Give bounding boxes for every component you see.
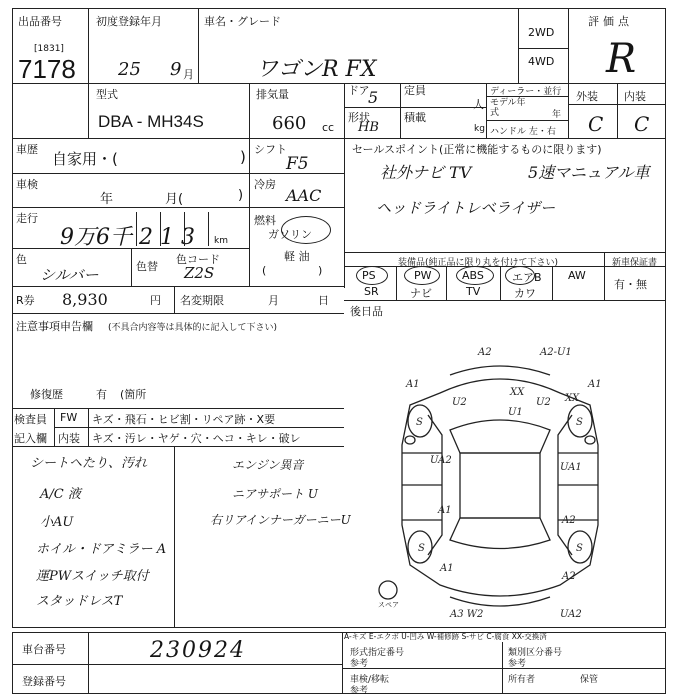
doors-value: 5 [368, 88, 379, 107]
type-designation-ref: 参考 [350, 659, 369, 669]
after-parts-label: 後日品 [350, 305, 383, 318]
sales-point: ヘッドライトレベライザー [376, 199, 556, 217]
grade-value: R [606, 36, 637, 82]
handwritten-note: A/C 液 [40, 487, 81, 502]
damage-mark: XX [510, 387, 525, 398]
equipment-airbag-circle [505, 266, 535, 285]
fuel-gasoline: ガソリン [268, 228, 312, 241]
handle-label: ハンドル 左・右 [490, 127, 556, 137]
first-registration-month: 9 [170, 59, 182, 80]
fuel-label: 燃料 [254, 214, 276, 227]
handwritten-note: スタッドレスT [36, 594, 123, 609]
damage-mark: S [576, 543, 583, 554]
handwritten-note: 右リアインナーガーニーU [210, 513, 351, 527]
divider [486, 120, 568, 121]
damage-mark: A2 [478, 347, 492, 358]
divider [344, 300, 666, 301]
warranty-label: 新車保証書 [612, 258, 658, 268]
divider [344, 252, 666, 253]
damage-mark: A2-U1 [540, 347, 572, 358]
handwritten-note: ホイル・ドアミラー A [36, 542, 167, 557]
equipment-ps-circle [356, 266, 388, 285]
remarks-label: 記入欄 [14, 432, 47, 445]
equipment-abs-circle [456, 266, 494, 285]
model-name-label: 車名・グレード [204, 15, 281, 28]
capacity-unit: 人 [473, 98, 484, 111]
fuel-diesel: 軽 油 [284, 250, 310, 263]
mileage-digit-divider [208, 212, 209, 246]
repair-part: (箇所 [120, 388, 147, 401]
interior-value: C [634, 112, 650, 136]
divider [174, 446, 175, 628]
damage-mark: A1 [438, 505, 452, 516]
interior-row-label: 内装 [58, 432, 80, 445]
mileage-unit: km [214, 236, 228, 246]
damage-mark: A2 [562, 571, 576, 582]
divider [344, 107, 486, 108]
category-ref: 参考 [508, 659, 527, 669]
divider [342, 632, 343, 694]
divider [88, 408, 89, 446]
sales-point: 社外ナビ TV [380, 163, 472, 182]
damage-mark: A3 W2 [450, 609, 484, 620]
history-value: 自家用・( [52, 150, 118, 168]
type-label: 型式 [96, 88, 118, 101]
equipment-ps: PS [362, 269, 376, 282]
sales-points-label: セールスポイント(正常に機能するものに限ります) [352, 143, 602, 156]
divider [131, 248, 132, 286]
reg-change-label: 名変期限 [180, 294, 224, 307]
interior-items: キズ・汚レ・ヤゲ・穴・ヘコ・キレ・破レ [92, 432, 301, 445]
damage-mark: スペア [378, 601, 399, 609]
damage-mark: U1 [508, 407, 523, 418]
drive-4wd: 4WD [528, 55, 555, 68]
interior-label: 内装 [624, 90, 646, 103]
divider [12, 313, 344, 314]
handwritten-note: シートヘたり、汚れ [30, 456, 148, 471]
equipment-abs: ABS [462, 269, 484, 282]
repair-value: 有 [96, 388, 107, 401]
grade-label: 評価点 [588, 15, 633, 28]
reg-change-day: 日 [318, 294, 329, 307]
damage-mark: S [418, 543, 425, 554]
mileage-digit-divider [136, 212, 137, 246]
lot-sub-number: [1831] [34, 44, 64, 54]
dealer-label: ディーラー・並行 [490, 87, 562, 97]
divider [88, 8, 89, 138]
divider [174, 286, 175, 313]
divider [342, 668, 666, 669]
lot-number-label: 出品番号 [18, 15, 62, 28]
month-unit: 月 [183, 68, 194, 81]
divider [486, 83, 487, 138]
category-label: 類別区分番号 [508, 648, 563, 658]
divider [344, 266, 666, 267]
fuel-paren-open: ( [262, 264, 267, 277]
equipment-aw: AW [568, 269, 586, 282]
drive-2wd: 2WD [528, 26, 555, 39]
divider [54, 427, 344, 428]
divider [396, 266, 397, 300]
damage-mark: UA2 [430, 455, 452, 466]
model-year-label: モデル年式 [490, 98, 526, 118]
type-value: DBA - MH34S [98, 112, 204, 131]
history-label: 車歴 [16, 143, 38, 156]
handwritten-note: ニアサポート U [232, 487, 318, 501]
inspection-month: 月( [165, 192, 184, 207]
color-change-label: 色替 [136, 260, 158, 273]
equipment-sr: SR [364, 285, 379, 298]
damage-mark: A1 [440, 563, 454, 574]
history-close: ) [240, 148, 246, 166]
handwritten-note: 運PWスイッチ取付 [36, 569, 149, 584]
equipment-leather: カワ [514, 287, 536, 300]
footer-frame [12, 632, 666, 694]
damage-mark: S [576, 417, 583, 428]
divider [12, 207, 344, 208]
notes-label: 注意事項申告欄 [16, 320, 93, 333]
model-name: ワゴンR FX [256, 57, 377, 82]
equipment-pw-circle [404, 266, 440, 285]
divider [344, 83, 345, 138]
owner-label: 所有者 [508, 675, 536, 685]
handwritten-note: 小AU [40, 515, 74, 530]
doors-label: ドア [348, 84, 370, 97]
divider [88, 632, 89, 694]
shape-label: 形状 [348, 111, 370, 124]
divider [12, 408, 344, 409]
divider [568, 8, 569, 138]
mileage-value: 9万6千 2 1 3 [60, 225, 195, 250]
divider [568, 104, 666, 105]
divider [12, 664, 342, 665]
recycle-label: R券 [16, 294, 35, 307]
divider [198, 8, 199, 83]
damage-mark: UA1 [560, 462, 582, 473]
divider [12, 138, 666, 139]
handwritten-note: エンジン異音 [232, 458, 304, 472]
repair-label: 修復歴 [30, 388, 63, 401]
damage-mark: U2 [452, 397, 467, 408]
color-code-label: 色コード [176, 253, 220, 266]
shape-value: HB [358, 120, 379, 135]
divider [552, 266, 553, 300]
damage-mark: A1 [588, 379, 602, 390]
displacement-unit: cc [322, 121, 335, 134]
divider [518, 8, 519, 83]
equipment-airbag: エアB [512, 271, 542, 284]
recycle-unit: 円 [150, 294, 161, 307]
capacity-label: 定員 [404, 84, 426, 97]
chassis-value: 230924 [150, 638, 246, 663]
equipment-navi: ナビ [410, 287, 432, 300]
inspector-label: 検査員 [14, 413, 47, 426]
transfer-label: 車検/移転 [350, 675, 390, 685]
displacement-label: 排気量 [256, 88, 289, 101]
divider [500, 266, 501, 300]
load-unit: kg [474, 124, 485, 134]
fuel-gasoline-circle [281, 216, 331, 244]
divider [604, 252, 605, 300]
inspection-label: 車検 [16, 178, 38, 191]
equipment-label: 装備品(純正品に限り丸を付けて下さい) [398, 258, 559, 268]
damage-mark: XX [565, 393, 580, 404]
fuel-paren-close: ) [318, 264, 323, 277]
notes-hint: (不具合内容等は具体的に記入して下さい) [108, 323, 278, 333]
divider [12, 446, 344, 447]
fw-label: FW [60, 411, 78, 424]
divider [617, 83, 618, 138]
lot-number: 7178 [18, 54, 76, 84]
exterior-label: 外装 [576, 90, 598, 103]
mileage-digit-divider [160, 212, 161, 246]
equipment-tv: TV [466, 285, 481, 298]
damage-legend: A-キズ E-エクボ U-凹み W-補修跡 S-サビ C-腐食 XX-交換済 [344, 632, 547, 641]
car-damage-diagram [350, 335, 650, 625]
damage-mark: S [416, 417, 423, 428]
divider [446, 266, 447, 300]
damage-mark: UA2 [560, 609, 582, 620]
inspection-close: ) [238, 188, 244, 203]
first-registration-year: 25 [118, 59, 141, 80]
color-code-value: Z2S [184, 264, 215, 282]
divider [249, 138, 250, 286]
damage-mark: A2 [562, 515, 576, 526]
exterior-value: C [588, 112, 604, 136]
divider [249, 83, 250, 138]
recycle-value: 8,930 [62, 290, 108, 309]
displacement-value: 660 [272, 113, 307, 134]
load-label: 積載 [404, 111, 426, 124]
storage-label: 保管 [580, 675, 599, 685]
ac-value: AAC [286, 186, 322, 205]
reg-change-month: 月 [268, 294, 279, 307]
sales-point: 5速マニュアル車 [528, 163, 650, 182]
model-year-unit: 年 [552, 110, 562, 120]
warranty-value: 有・無 [614, 278, 647, 291]
divider [12, 286, 344, 287]
damage-mark: A1 [406, 379, 420, 390]
shift-value: F5 [286, 154, 309, 174]
chassis-label: 車台番号 [22, 643, 66, 656]
mileage-digit-divider [184, 212, 185, 246]
shift-label: シフト [254, 143, 287, 156]
damage-mark: U2 [536, 397, 551, 408]
divider [54, 408, 55, 446]
color-label: 色 [16, 253, 27, 266]
ac-label: 冷房 [254, 178, 276, 191]
fw-items: キズ・飛石・ヒビ割・リペア跡・X要 [92, 413, 276, 426]
inspection-year: 年 [100, 192, 114, 207]
divider [518, 48, 568, 49]
type-designation-label: 形式指定番号 [350, 648, 405, 658]
color-value: シルバー [40, 266, 99, 284]
first-registration-label: 初度登録年月 [96, 15, 162, 28]
transfer-ref: 参考 [350, 686, 369, 696]
registration-label: 登録番号 [22, 675, 66, 688]
equipment-pw: PW [414, 269, 432, 282]
divider [400, 83, 401, 138]
mileage-label: 走行 [16, 212, 38, 225]
